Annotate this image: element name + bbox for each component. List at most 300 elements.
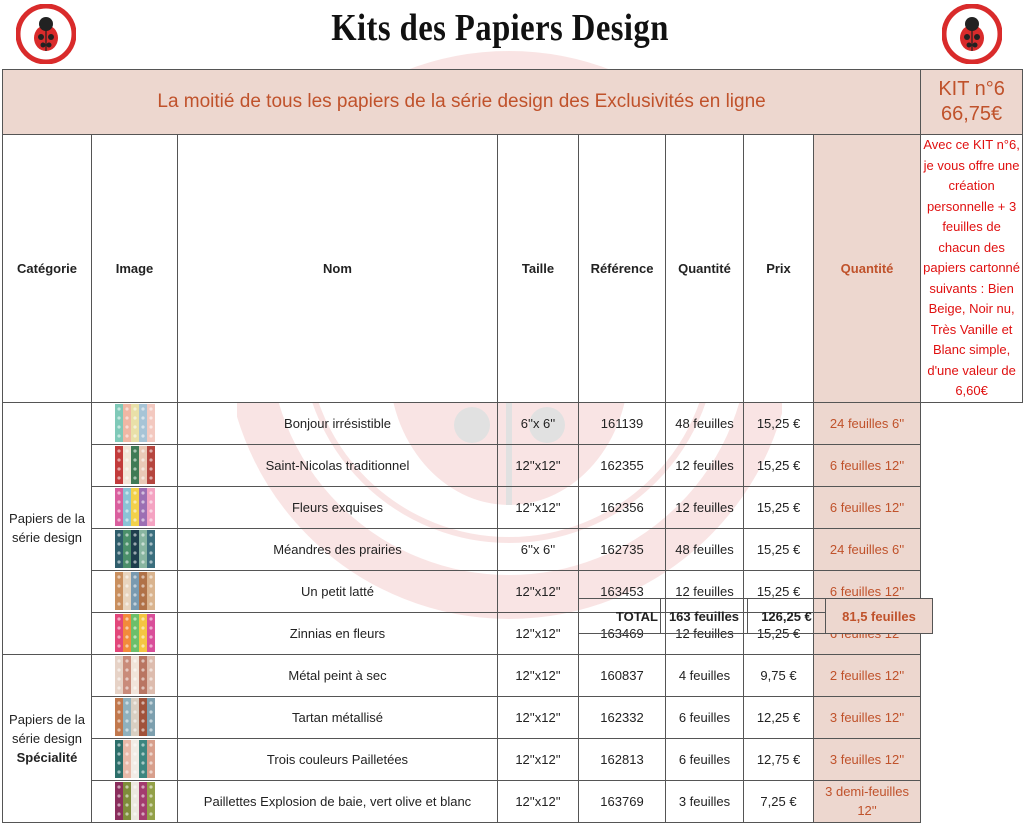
paper-pattern-dot xyxy=(149,686,152,689)
paper-pattern-dot xyxy=(117,686,120,689)
paper-pattern-dot xyxy=(133,491,136,494)
paper-pattern-dot xyxy=(141,659,144,662)
paper-pattern-dot xyxy=(133,617,136,620)
paper-pattern-dot xyxy=(141,803,144,806)
paper-pattern-dot xyxy=(141,449,144,452)
paper-pattern-dot xyxy=(125,686,128,689)
product-reference: 163453 xyxy=(579,570,666,612)
paper-pattern-dot xyxy=(141,467,144,470)
product-name: Un petit latté xyxy=(178,570,498,612)
paper-pattern-dot xyxy=(125,752,128,755)
paper-pattern-dot xyxy=(117,677,120,680)
paper-pattern-dot xyxy=(117,518,120,521)
paper-pattern-dot xyxy=(133,752,136,755)
paper-pattern-dot xyxy=(149,719,152,722)
paper-pattern-dot xyxy=(125,668,128,671)
paper-sample-image xyxy=(115,740,155,778)
paper-pattern-dot xyxy=(149,500,152,503)
product-reference: 162332 xyxy=(579,696,666,738)
paper-pattern-dot xyxy=(117,449,120,452)
product-size: 6''x 6'' xyxy=(498,402,579,444)
paper-pattern-dot xyxy=(149,794,152,797)
product-image-cell xyxy=(92,402,178,444)
paper-sample-image xyxy=(115,656,155,694)
total-prix: 126,25 € xyxy=(748,599,826,634)
paper-pattern-dot xyxy=(141,533,144,536)
kit-quantity: 6 feuilles 12'' xyxy=(814,570,921,612)
paper-pattern-dot xyxy=(117,752,120,755)
category-specialite xyxy=(3,654,92,822)
product-image-cell xyxy=(92,780,178,822)
paper-pattern-dot xyxy=(149,770,152,773)
paper-pattern-dot xyxy=(141,593,144,596)
kit-quantity: 6 feuilles 12'' xyxy=(814,444,921,486)
paper-pattern-dot xyxy=(133,644,136,647)
paper-pattern-dot xyxy=(133,803,136,806)
ladybug-logo-left xyxy=(16,4,76,64)
product-quantity: 12 feuilles xyxy=(666,486,744,528)
paper-pattern-dot xyxy=(125,602,128,605)
paper-pattern-dot xyxy=(141,509,144,512)
paper-pattern-dot xyxy=(149,509,152,512)
paper-pattern-dot xyxy=(133,434,136,437)
product-name: Zinnias en fleurs xyxy=(178,612,498,654)
header-image: Image xyxy=(92,135,178,403)
paper-pattern-dot xyxy=(117,743,120,746)
paper-pattern-dot xyxy=(117,593,120,596)
header-nom: Nom xyxy=(178,135,498,403)
paper-pattern-dot xyxy=(133,602,136,605)
product-price: 7,25 € xyxy=(744,780,814,822)
paper-pattern-dot xyxy=(125,425,128,428)
product-image-cell xyxy=(92,570,178,612)
paper-pattern-dot xyxy=(133,728,136,731)
paper-pattern-dot xyxy=(125,551,128,554)
paper-pattern-dot xyxy=(149,416,152,419)
paper-pattern-dot xyxy=(133,575,136,578)
paper-pattern-dot xyxy=(125,761,128,764)
paper-pattern-dot xyxy=(133,770,136,773)
header-prix: Prix xyxy=(744,135,814,403)
product-size: 6''x 6'' xyxy=(498,528,579,570)
paper-pattern-dot xyxy=(141,668,144,671)
paper-pattern-dot xyxy=(125,407,128,410)
paper-pattern-dot xyxy=(117,476,120,479)
paper-pattern-dot xyxy=(117,812,120,815)
product-quantity: 12 feuilles xyxy=(666,444,744,486)
paper-pattern-dot xyxy=(133,659,136,662)
product-size: 12''x12'' xyxy=(498,780,579,822)
paper-sample-image xyxy=(115,698,155,736)
paper-pattern-dot xyxy=(149,425,152,428)
header-categorie: Catégorie xyxy=(3,135,92,403)
paper-pattern-dot xyxy=(149,533,152,536)
product-name: Paillettes Explosion de baie, vert olive et blanc xyxy=(178,780,498,822)
paper-pattern-dot xyxy=(125,593,128,596)
paper-pattern-dot xyxy=(133,785,136,788)
banner-row xyxy=(3,70,1023,135)
paper-pattern-dot xyxy=(149,644,152,647)
paper-pattern-dot xyxy=(141,701,144,704)
paper-pattern-dot xyxy=(125,500,128,503)
paper-pattern-dot xyxy=(117,803,120,806)
paper-pattern-dot xyxy=(133,533,136,536)
paper-pattern-dot xyxy=(141,635,144,638)
paper-pattern-dot xyxy=(149,626,152,629)
product-quantity: 6 feuilles xyxy=(666,696,744,738)
paper-pattern-dot xyxy=(133,425,136,428)
paper-pattern-dot xyxy=(133,743,136,746)
paper-pattern-dot xyxy=(125,449,128,452)
paper-pattern-dot xyxy=(117,770,120,773)
kit-quantity: 3 feuilles 12'' xyxy=(814,696,921,738)
paper-pattern-dot xyxy=(125,467,128,470)
paper-pattern-dot xyxy=(117,701,120,704)
product-reference: 162735 xyxy=(579,528,666,570)
total-label: TOTAL xyxy=(579,599,661,634)
paper-pattern-dot xyxy=(133,635,136,638)
paper-pattern-dot xyxy=(125,416,128,419)
paper-pattern-dot xyxy=(141,761,144,764)
paper-pattern-dot xyxy=(141,575,144,578)
paper-pattern-dot xyxy=(125,476,128,479)
kit-quantity: 3 feuilles 12'' xyxy=(814,738,921,780)
paper-pattern-dot xyxy=(149,785,152,788)
kit-label: KIT n°6 xyxy=(938,78,1005,100)
paper-pattern-dot xyxy=(149,701,152,704)
paper-pattern-dot xyxy=(117,467,120,470)
paper-pattern-dot xyxy=(117,719,120,722)
paper-pattern-dot xyxy=(125,458,128,461)
table-row xyxy=(3,780,1023,822)
paper-pattern-dot xyxy=(149,659,152,662)
paper-pattern-dot xyxy=(117,425,120,428)
paper-pattern-dot xyxy=(141,584,144,587)
paper-pattern-dot xyxy=(141,500,144,503)
paper-pattern-dot xyxy=(149,584,152,587)
paper-pattern-dot xyxy=(141,551,144,554)
paper-pattern-dot xyxy=(133,812,136,815)
paper-pattern-dot xyxy=(149,476,152,479)
paper-pattern-dot xyxy=(141,602,144,605)
kit-price-cell xyxy=(921,70,1023,135)
paper-pattern-dot xyxy=(149,677,152,680)
kit-quantity: 24 feuilles 6'' xyxy=(814,528,921,570)
paper-pattern-dot xyxy=(133,710,136,713)
product-image-cell xyxy=(92,444,178,486)
paper-pattern-dot xyxy=(149,752,152,755)
kit-quantity: 2 feuilles 12'' xyxy=(814,654,921,696)
paper-pattern-dot xyxy=(149,668,152,671)
paper-pattern-dot xyxy=(141,458,144,461)
kit-price: 66,75€ xyxy=(941,103,1003,125)
product-size: 12''x12'' xyxy=(498,612,579,654)
paper-pattern-dot xyxy=(149,812,152,815)
paper-sample-image xyxy=(115,782,155,820)
product-reference: 160837 xyxy=(579,654,666,696)
paper-pattern-dot xyxy=(125,677,128,680)
paper-pattern-dot xyxy=(117,794,120,797)
paper-pattern-dot xyxy=(141,407,144,410)
totals-table xyxy=(578,598,933,634)
paper-pattern-dot xyxy=(149,407,152,410)
paper-pattern-dot xyxy=(125,509,128,512)
paper-pattern-dot xyxy=(117,500,120,503)
paper-pattern-dot xyxy=(133,701,136,704)
paper-pattern-dot xyxy=(133,626,136,629)
paper-pattern-dot xyxy=(133,794,136,797)
gift-note-cell: Avec ce KIT n°6, je vous offre une création personnelle + 3 feuilles de chacun des papiers cartonné suivants : Bien Beige, Noir nu, Très Vanille et Blanc simple, d'une valeur de 6,60€ xyxy=(921,135,1023,403)
paper-pattern-dot xyxy=(117,761,120,764)
category-specialite-bold: Spécialité xyxy=(16,749,78,765)
paper-sample-image xyxy=(115,488,155,526)
paper-pattern-dot xyxy=(125,635,128,638)
paper-pattern-dot xyxy=(125,644,128,647)
paper-pattern-dot xyxy=(117,416,120,419)
product-quantity: 6 feuilles xyxy=(666,738,744,780)
paper-sample-image xyxy=(115,530,155,568)
paper-pattern-dot xyxy=(117,551,120,554)
product-price: 15,25 € xyxy=(744,528,814,570)
paper-pattern-dot xyxy=(133,686,136,689)
product-size: 12''x12'' xyxy=(498,696,579,738)
product-quantity: 3 feuilles xyxy=(666,780,744,822)
product-size: 12''x12'' xyxy=(498,738,579,780)
paper-pattern-dot xyxy=(133,509,136,512)
paper-pattern-dot xyxy=(117,644,120,647)
paper-pattern-dot xyxy=(117,617,120,620)
page-title: Kits des Papiers Design xyxy=(331,7,669,49)
paper-sample-image xyxy=(115,572,155,610)
paper-pattern-dot xyxy=(125,701,128,704)
paper-pattern-dot xyxy=(117,575,120,578)
table-row xyxy=(3,486,1023,528)
paper-pattern-dot xyxy=(141,491,144,494)
paper-pattern-dot xyxy=(133,593,136,596)
ladybug-logo-right xyxy=(942,4,1002,64)
paper-pattern-dot xyxy=(141,677,144,680)
paper-pattern-dot xyxy=(141,743,144,746)
paper-sample-image xyxy=(115,614,155,652)
paper-pattern-dot xyxy=(133,458,136,461)
product-quantity: 12 feuilles xyxy=(666,570,744,612)
product-size: 12''x12'' xyxy=(498,654,579,696)
paper-pattern-dot xyxy=(149,761,152,764)
paper-pattern-dot xyxy=(149,551,152,554)
paper-pattern-dot xyxy=(149,560,152,563)
product-reference: 163469 xyxy=(579,612,666,654)
paper-pattern-dot xyxy=(149,491,152,494)
paper-pattern-dot xyxy=(117,458,120,461)
paper-pattern-dot xyxy=(149,542,152,545)
table-row xyxy=(3,528,1023,570)
product-name: Méandres des prairies xyxy=(178,528,498,570)
header-taille: Taille xyxy=(498,135,579,403)
paper-pattern-dot xyxy=(149,467,152,470)
product-size: 12''x12'' xyxy=(498,486,579,528)
kit-quantity: 3 demi-feuilles 12'' xyxy=(814,780,921,822)
paper-pattern-dot xyxy=(133,761,136,764)
paper-pattern-dot xyxy=(125,518,128,521)
paper-pattern-dot xyxy=(149,518,152,521)
banner-text: La moitié de tous les papiers de la série design des Exclusivités en ligne xyxy=(3,70,921,135)
paper-pattern-dot xyxy=(133,407,136,410)
product-image-cell xyxy=(92,612,178,654)
paper-pattern-dot xyxy=(149,449,152,452)
paper-pattern-dot xyxy=(125,542,128,545)
paper-pattern-dot xyxy=(149,434,152,437)
paper-pattern-dot xyxy=(141,626,144,629)
product-price: 9,75 € xyxy=(744,654,814,696)
paper-pattern-dot xyxy=(117,509,120,512)
paper-pattern-dot xyxy=(125,785,128,788)
paper-pattern-dot xyxy=(141,434,144,437)
paper-pattern-dot xyxy=(125,575,128,578)
header-quantite-kit: Quantité xyxy=(814,135,921,403)
paper-pattern-dot xyxy=(141,425,144,428)
paper-pattern-dot xyxy=(117,560,120,563)
product-name: Saint-Nicolas traditionnel xyxy=(178,444,498,486)
paper-pattern-dot xyxy=(149,803,152,806)
paper-pattern-dot xyxy=(149,617,152,620)
paper-pattern-dot xyxy=(125,770,128,773)
paper-pattern-dot xyxy=(141,518,144,521)
paper-pattern-dot xyxy=(125,626,128,629)
table-row xyxy=(3,654,1023,696)
product-price: 15,25 € xyxy=(744,612,814,654)
product-name: Bonjour irrésistible xyxy=(178,402,498,444)
header-reference: Référence xyxy=(579,135,666,403)
paper-pattern-dot xyxy=(125,434,128,437)
product-name: Tartan métallisé xyxy=(178,696,498,738)
paper-pattern-dot xyxy=(117,728,120,731)
paper-pattern-dot xyxy=(133,560,136,563)
product-size: 12''x12'' xyxy=(498,570,579,612)
product-reference: 162813 xyxy=(579,738,666,780)
paper-pattern-dot xyxy=(133,719,136,722)
paper-pattern-dot xyxy=(133,449,136,452)
kit-table xyxy=(2,69,1023,823)
product-image-cell xyxy=(92,528,178,570)
paper-pattern-dot xyxy=(133,668,136,671)
paper-pattern-dot xyxy=(117,659,120,662)
paper-pattern-dot xyxy=(133,551,136,554)
paper-pattern-dot xyxy=(141,785,144,788)
product-quantity: 48 feuilles xyxy=(666,402,744,444)
product-reference: 162355 xyxy=(579,444,666,486)
product-price: 15,25 € xyxy=(744,402,814,444)
paper-pattern-dot xyxy=(149,635,152,638)
product-image-cell xyxy=(92,696,178,738)
paper-pattern-dot xyxy=(141,794,144,797)
paper-pattern-dot xyxy=(133,542,136,545)
paper-pattern-dot xyxy=(117,584,120,587)
product-image-cell xyxy=(92,738,178,780)
paper-pattern-dot xyxy=(133,416,136,419)
paper-sample-image xyxy=(115,446,155,484)
product-price: 12,25 € xyxy=(744,696,814,738)
category-design: Papiers de la série design xyxy=(3,402,92,654)
paper-pattern-dot xyxy=(117,533,120,536)
paper-pattern-dot xyxy=(125,710,128,713)
paper-pattern-dot xyxy=(149,710,152,713)
paper-pattern-dot xyxy=(141,644,144,647)
paper-pattern-dot xyxy=(149,728,152,731)
paper-pattern-dot xyxy=(125,560,128,563)
product-quantity: 48 feuilles xyxy=(666,528,744,570)
paper-pattern-dot xyxy=(125,533,128,536)
paper-pattern-dot xyxy=(141,770,144,773)
paper-pattern-dot xyxy=(125,803,128,806)
paper-pattern-dot xyxy=(149,575,152,578)
total-kit-qty: 81,5 feuilles xyxy=(826,599,933,634)
paper-pattern-dot xyxy=(141,542,144,545)
product-image-cell xyxy=(92,486,178,528)
product-name: Métal peint à sec xyxy=(178,654,498,696)
paper-pattern-dot xyxy=(133,518,136,521)
kit-quantity: 24 feuilles 6'' xyxy=(814,402,921,444)
paper-pattern-dot xyxy=(117,602,120,605)
paper-pattern-dot xyxy=(125,617,128,620)
paper-pattern-dot xyxy=(133,677,136,680)
paper-pattern-dot xyxy=(141,416,144,419)
paper-pattern-dot xyxy=(141,686,144,689)
header-row xyxy=(3,135,1023,403)
product-price: 15,25 € xyxy=(744,570,814,612)
product-reference: 162356 xyxy=(579,486,666,528)
paper-pattern-dot xyxy=(141,560,144,563)
product-quantity: 12 feuilles xyxy=(666,612,744,654)
product-image-cell xyxy=(92,654,178,696)
paper-pattern-dot xyxy=(141,719,144,722)
paper-pattern-dot xyxy=(117,434,120,437)
paper-pattern-dot xyxy=(149,458,152,461)
product-price: 12,75 € xyxy=(744,738,814,780)
paper-pattern-dot xyxy=(133,584,136,587)
paper-pattern-dot xyxy=(117,626,120,629)
paper-pattern-dot xyxy=(141,812,144,815)
paper-pattern-dot xyxy=(125,794,128,797)
paper-pattern-dot xyxy=(125,728,128,731)
product-size: 12''x12'' xyxy=(498,444,579,486)
paper-pattern-dot xyxy=(141,710,144,713)
product-reference: 161139 xyxy=(579,402,666,444)
paper-pattern-dot xyxy=(141,476,144,479)
kit-quantity: 6 feuilles 12'' xyxy=(814,486,921,528)
paper-pattern-dot xyxy=(117,407,120,410)
paper-pattern-dot xyxy=(117,668,120,671)
paper-pattern-dot xyxy=(133,500,136,503)
paper-pattern-dot xyxy=(117,785,120,788)
paper-pattern-dot xyxy=(125,812,128,815)
paper-sample-image xyxy=(115,404,155,442)
paper-pattern-dot xyxy=(125,491,128,494)
paper-pattern-dot xyxy=(141,752,144,755)
paper-pattern-dot xyxy=(117,491,120,494)
paper-pattern-dot xyxy=(117,635,120,638)
paper-pattern-dot xyxy=(133,467,136,470)
paper-pattern-dot xyxy=(117,710,120,713)
paper-pattern-dot xyxy=(125,659,128,662)
paper-pattern-dot xyxy=(133,476,136,479)
paper-pattern-dot xyxy=(125,584,128,587)
product-price: 15,25 € xyxy=(744,444,814,486)
total-quantite: 163 feuilles xyxy=(661,599,748,634)
paper-pattern-dot xyxy=(125,719,128,722)
product-quantity: 4 feuilles xyxy=(666,654,744,696)
header-quantite: Quantité xyxy=(666,135,744,403)
paper-pattern-dot xyxy=(125,743,128,746)
